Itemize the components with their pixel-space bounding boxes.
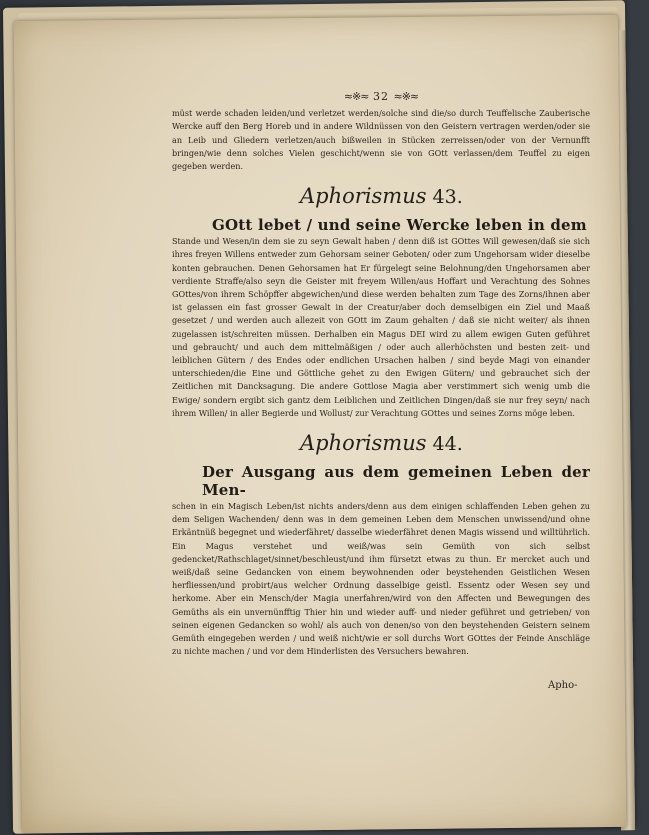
aphorism-44-number: 44. xyxy=(432,433,463,456)
aphorism-44-body: schen in ein Magisch Leben/ist nichts anders/denn aus dem einigen schlaffenden Leben gehen zu dem Seligen Wachenden/ denn was in dem gemeinen Leben dem Menschen unwissend/und ohne Erkäntnüß begegnet und wiederfähret/ dasselbe wiederfähret denen Magis wissend und willtührlich. Ein Magus verstehet und weiß/was sein Gemüth von sich selbst gedencket/Rathschlaget/sinnet/beschleust/und ihm fürsetzt etwas zu thun. Er mercket auch und weiß/daß seine Gedancken von einem beywohnenden oder beystehenden Geistlichen Wesen herfliessen/und probirt/aus welcher Ordnung dasselbige geistl. Essentz oder Wesen sey und herkome. Aber ein Mensch/der Magia unerfahren/wird von den Affecten und Bewegungen des Gemüths als ein unvernünfftig Thier hin und wieder auff- und nieder geführet und getrieben/ von seinen eigenen Gedancken so wohl/ als auch von denen/so von den beystehenden Geistern seinem Gemüth eingegeben werden / und weiß nicht/wie er soll durchs Wort GOttes der Feinde Anschläge zu nichte machen / und vor dem Hinderlisten des Versuchers bewahren. xyxy=(172,501,590,657)
catchword: Apho- xyxy=(548,680,578,691)
ornament-right-icon: ≈※≈ xyxy=(393,90,419,103)
page-number: 32 xyxy=(373,90,389,103)
aphorism-43-lead: GOtt lebet / und seine Wercke leben in dem xyxy=(212,216,587,235)
aphorism-43-number: 43. xyxy=(432,186,463,209)
page-header xyxy=(172,90,590,103)
aphorism-43-body: Stande und Wesen/in dem sie zu seyn Gewalt haben / denn diß ist GOttes Will gewesen/daß sie sich ihres freyen Willens entweder zum Gehorsam seiner Geboten/ oder zum Ungehorsam wider dieselbe konten gebrauchen. Denen Gehorsamen hat Er fürgelegt seine Belohnung/den Ungehorsamen aber verdiente Straffe/also seyn die Geister mit freyem Willen/aus Hoffart und Verachtung des Sohnes GOttes/von ihrem Schöpffer abgewichen/und diese werden behalten zum Tage des Zorns/ihnen aber ist gelassen ein fast grosser Gewalt in der Creatur/aber doch demselbigen ein Ziel und Maaß gesetzet / und werden auch allezeit von GOtt im Zaum gehalten / daß sie nicht weiter/ als ihnen zugelassen ist/schreiten müssen. Derhalben ein Magus DEI wird zu allem ewigen Guten geführet und gebraucht/ und auch dem mittelmäßigen / oder auch allerhöchsten und besten zeit- und leiblichen Gütern / des Endes oder endlichen Ursachen halben / sind beyde Magi von einander unterschieden/die Eine und Göttliche gehet zu den Ewigen Gütern/ und gebrauchet sich der Zeitlichen mit Dancksagung. Die andere Gottlose Magia aber verstimmert sich wenig umb die Ewige/ sondern ergibt sich gantz dem Leiblichen und Zeitlichen Dingen/daß sie nur frey seyn/ nach ihrem Willen/ in aller Begierde und Wollust/ zur Verachtung GOttes und seines Zorns möge leben. xyxy=(172,236,590,418)
text-block xyxy=(172,90,590,659)
aphorism-43-title: Aphorismus xyxy=(300,184,427,209)
intro-paragraph: müst werde schaden leiden/und verletzet werden/solche sind die/so durch Teuffelische Zauberische Wercke auff den Berg Horeb und in andere Wildnüssen von den Geistern vertragen werden/oder sie an Leib und Gliedern verletzen/auch bißweilen in Stücken zerreissen/oder von der Vernunfft bringen/wie denn solches Vielen geschicht/wenn sie von GOtt verlassen/dem Teuffel zu eigen gegeben werden. xyxy=(172,108,590,172)
aphorism-44-heading xyxy=(300,429,590,458)
aphorism-44-title: Aphorismus xyxy=(300,431,427,456)
aphorism-43-heading xyxy=(300,182,590,211)
ornament-left-icon: ≈※≈ xyxy=(343,90,369,103)
aphorism-44-lead: Der Ausgang aus dem gemeinen Leben der Men- xyxy=(202,463,590,500)
